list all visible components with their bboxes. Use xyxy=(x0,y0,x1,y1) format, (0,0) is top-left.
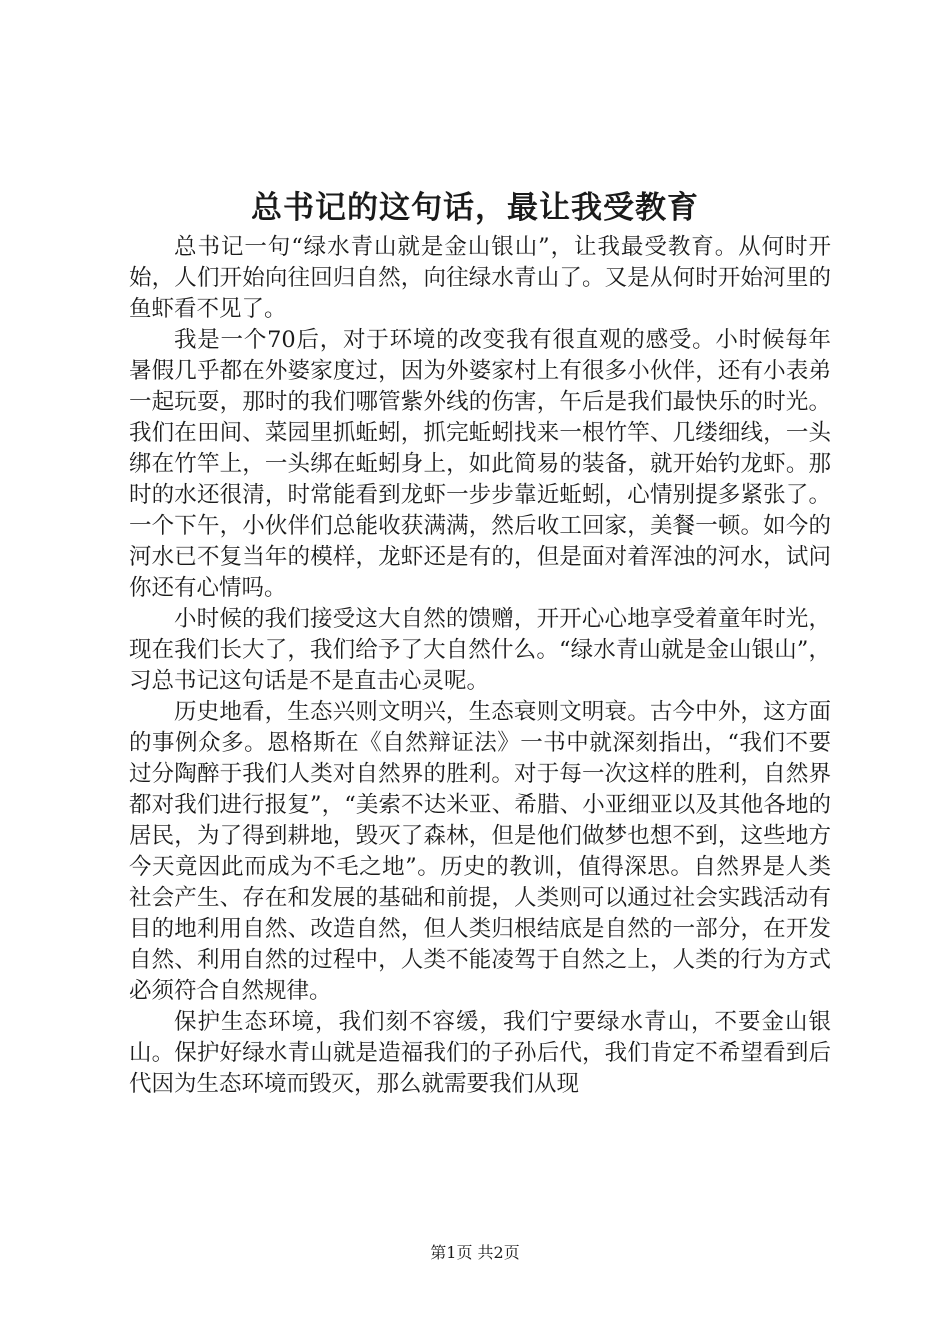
paragraph: 保护生态环境，我们刻不容缓，我们宁要绿水青山，不要金山银山。保护好绿水青山就是造福我们的子孙后代，我们肯定不希望看到后代因为生态环境而毁灭，那么就需要我们从现 xyxy=(129,1009,831,1097)
document-title: 总书记的这句话，最让我受教育 xyxy=(251,190,699,226)
paragraph: 小时候的我们接受这大自然的馈赠，开开心心地享受着童年时光，现在我们长大了，我们给予了大自然什么。“绿水青山就是金山银山”，习总书记这句话是不是直击心灵呢。 xyxy=(129,606,831,694)
page-footer: 第1页 共2页 xyxy=(430,1243,520,1262)
paragraph: 历史地看，生态兴则文明兴，生态衰则文明衰。古今中外，这方面的事例众多。恩格斯在《自然辩证法》一书中就深刻指出，“我们不要过分陶醉于我们人类对自然界的胜利。对于每一次这样的胜利，自然界都对我们进行报复”，“美索不达米亚、希腊、小亚细亚以及其他各地的居民，为了得到耕地，毁灭了森林，但是他们做梦也想不到，这些地方今天竟因此而成为不毛之地”。历史的教训，值得深思。自然界是人类社会产生、存在和发展的基础和前提，人类则可以通过社会实践活动有目的地利用自然、改造自然，但人类归根结底是自然的一部分，在开发自然、利用自然的过程中，人类不能凌驾于自然之上，人类的行为方式必须符合自然规律。 xyxy=(129,699,831,1004)
paragraph: 总书记一句“绿水青山就是金山银山”，让我最受教育。从何时开始，人们开始向往回归自然，向往绿水青山了。又是从何时开始河里的鱼虾看不见了。 xyxy=(129,234,831,322)
paragraph: 我是一个70后，对于环境的改变我有很直观的感受。小时候每年暑假几乎都在外婆家度过，因为外婆家村上有很多小伙伴，还有小表弟一起玩耍，那时的我们哪管紫外线的伤害，午后是我们最快乐的时光。我们在田间、菜园里抓蚯蚓，抓完蚯蚓找来一根竹竿、几缕细线，一头绑在竹竿上，一头绑在蚯蚓身上，如此简易的装备，就开始钓龙虾。那时的水还很清，时常能看到龙虾一步步靠近蚯蚓，心情别提多紧张了。一个下午，小伙伴们总能收获满满，然后收工回家，美餐一顿。如今的河水已不复当年的模样，龙虾还是有的，但是面对着浑浊的河水，试问你还有心情吗。 xyxy=(129,327,831,601)
document-body xyxy=(129,232,831,1100)
